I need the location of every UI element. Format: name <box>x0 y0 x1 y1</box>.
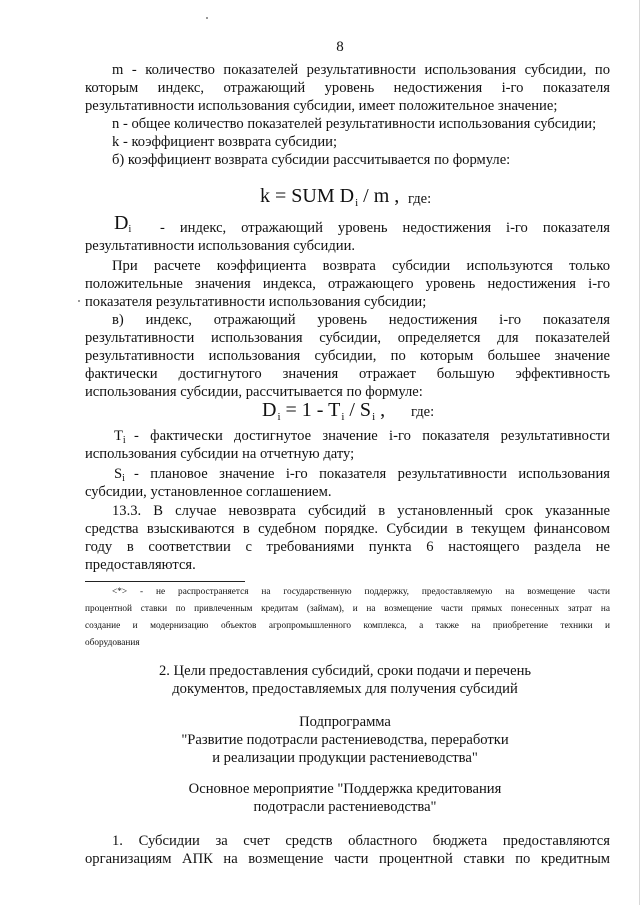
main-activity-title: Основное мероприятие "Поддержка кредитования <box>188 781 502 797</box>
text-line: результативности использования субсидии, по которым большее значение <box>85 348 610 364</box>
text-line: субсидии, установленное соглашением. <box>85 484 332 500</box>
formula-d-lhs: D <box>262 399 277 421</box>
subprogram-label: Подпрограмма <box>299 714 391 730</box>
formula-where-label: где: <box>411 404 435 420</box>
symbol-t-letter: T <box>114 428 123 444</box>
text-line: в) индекс, отражающий уровень недостижения i-го показателя <box>112 312 610 328</box>
text-line: средства взыскиваются в судебном порядке. Субсидии в текущем финансовом <box>85 521 610 537</box>
text-line: n - общее количество показателей результативности использования субсидии; <box>112 116 597 132</box>
text-line: 13.3. В случае невозврата субсидий в установленный срок указанные <box>112 503 610 519</box>
text-line: использования субсидии, рассчитывается по формуле: <box>85 384 423 400</box>
text-line: результативности использования субсидии, имеет положительное значение; <box>85 98 558 114</box>
text-line: положительные значения индекса, отражающего уровень недостижения i-го <box>85 276 610 292</box>
text-line: которым индекс, отражающий уровень недостижения i-го показателя <box>85 80 610 96</box>
scan-speck <box>206 17 208 19</box>
main-activity-title: подотрасли растениеводства" <box>253 799 437 815</box>
footnote-divider <box>85 581 245 582</box>
text-line: организациям АПК на возмещение части процентной ставки по кредитным <box>85 851 610 867</box>
formula-subscript: i <box>372 411 376 423</box>
formula-k <box>260 184 399 215</box>
formula-subscript: i <box>355 197 359 209</box>
formula-d <box>262 398 385 429</box>
footnote-line: процентной ставки по привлеченным кредитам (займам), и на возмещение части прямых понесенных затрат на <box>85 604 610 614</box>
section-title: документов, предоставляемых для получения субсидий <box>172 681 518 697</box>
section-title: 2. Цели предоставления субсидий, сроки подачи и перечень <box>158 663 532 679</box>
text-line: году в соответствии с требованиями пункта 6 настоящего раздела не <box>85 539 610 555</box>
text-line: фактически достигнутого значения отражает большую эффективность <box>85 366 610 382</box>
formula-subscript: i <box>341 411 345 423</box>
page-number: 8 <box>336 39 344 55</box>
symbol-subscript: i <box>122 435 126 446</box>
text-line: - индекс, отражающий уровень недостижения i-го показателя <box>160 220 610 236</box>
symbol-s-letter: S <box>114 466 123 482</box>
formula-where-label: где: <box>408 191 432 207</box>
symbol-subscript: i <box>122 473 125 484</box>
footnote-line: <*> - не распространяется на государственную поддержку, предоставляемую на возмещение части <box>112 587 610 597</box>
text-line: предоставляются. <box>85 557 196 573</box>
symbol-d <box>114 212 131 235</box>
symbol-subscript: i <box>128 224 132 235</box>
symbol-d-letter: D <box>114 212 129 234</box>
text-line: 1. Субсидии за счет средств областного бюджета предоставляются <box>112 833 610 849</box>
footnote-line: создание и модернизацию объектов агропромышленного комплекса, а также на приобретение техники и <box>85 621 610 631</box>
text-line: использования субсидии на отчетную дату; <box>85 446 355 462</box>
footnote-line: оборудования <box>85 638 140 648</box>
text-line: результативности использования субсидии, определяется для показателей <box>85 330 610 346</box>
formula-d-mid: = 1 - T <box>280 399 341 421</box>
text-line: k - коэффициент возврата субсидии; <box>112 134 338 150</box>
formula-d-tail: , <box>375 399 386 421</box>
formula-k-text: k = SUM D <box>260 185 355 207</box>
text-line: - плановое значение i-го показателя результативности использования <box>134 466 610 482</box>
text-line: При расчете коэффициента возврата субсидии используются только <box>112 258 610 274</box>
formula-k-tail: / m , <box>358 185 400 207</box>
formula-subscript: i <box>277 411 281 423</box>
scan-speck <box>78 300 80 302</box>
text-line: - фактически достигнутое значение i-го показателя результативности <box>134 428 610 444</box>
text-line: б) коэффициент возврата субсидии рассчитывается по формуле: <box>112 152 511 168</box>
subprogram-title: и реализации продукции растениеводства" <box>212 750 478 766</box>
text-line: m - количество показателей результативности использования субсидии, по <box>112 62 610 78</box>
subprogram-title: "Развитие подотрасли растениеводства, переработки <box>181 732 509 748</box>
text-line: результативности использования субсидии. <box>85 238 356 254</box>
formula-d-mid2: / S <box>344 399 372 421</box>
text-line: показателя результативности использования субсидии; <box>85 294 427 310</box>
